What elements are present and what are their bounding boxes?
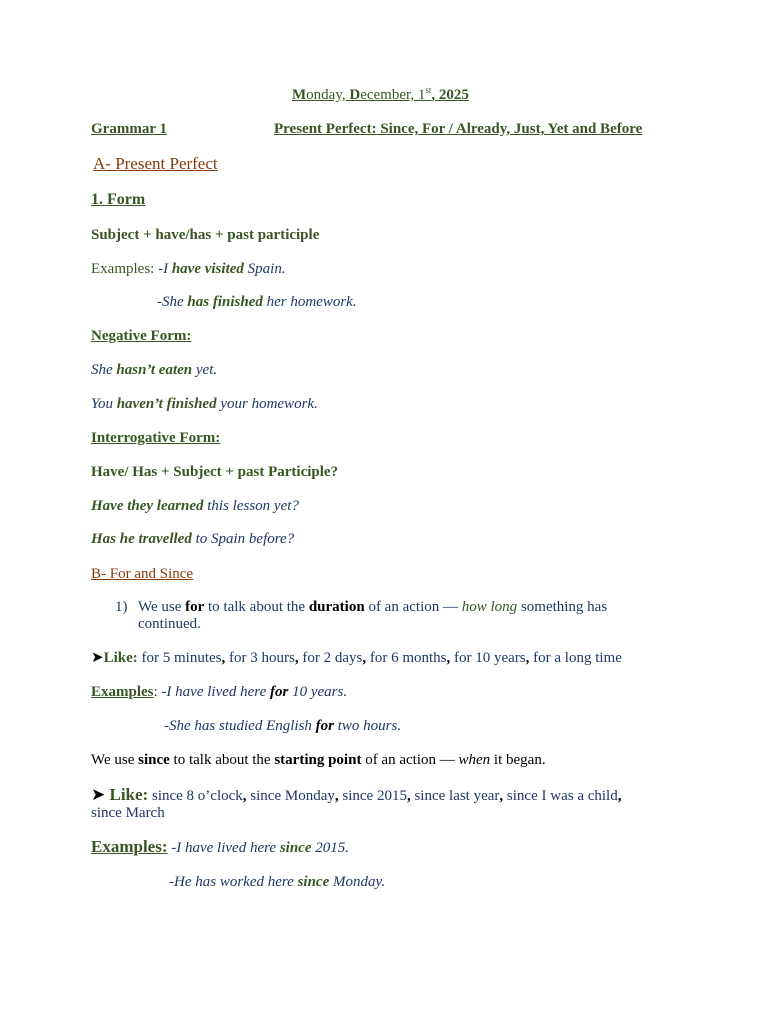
neg1-post: yet. bbox=[192, 362, 218, 378]
since-ex2-pre: -He has worked here bbox=[169, 874, 298, 890]
since-p4: it began. bbox=[490, 752, 546, 768]
for-like-line bbox=[91, 649, 622, 667]
for-explanation-line-1 bbox=[138, 598, 607, 616]
for-like-label: Like: bbox=[103, 650, 138, 666]
since-p1: We use bbox=[91, 752, 139, 768]
for-examples-line-2 bbox=[164, 717, 401, 735]
ex2-pre: -She bbox=[157, 294, 188, 310]
since-like-item-0: since 8 o’clock bbox=[148, 788, 243, 804]
for-ex1-post: 10 years. bbox=[288, 684, 348, 700]
arrow-icon: ➤ bbox=[91, 650, 104, 666]
int1-bold: Have they learned bbox=[91, 498, 204, 514]
negative-title: Negative Form: bbox=[91, 328, 192, 344]
since-examples-line-2 bbox=[169, 873, 385, 891]
for-p4: something has bbox=[517, 599, 608, 615]
since-like-item-2: since 2015 bbox=[338, 788, 407, 804]
examples-1-line bbox=[91, 260, 286, 278]
for-k1: for bbox=[185, 599, 205, 615]
form-title: 1. Form bbox=[91, 191, 146, 208]
interrogative-ex-1 bbox=[91, 497, 299, 515]
for-like-sep: , bbox=[446, 650, 451, 666]
for-p3: of an action — bbox=[364, 599, 462, 615]
for-like-item-1: for 3 hours bbox=[225, 650, 295, 666]
date-rest1: onday, bbox=[306, 87, 350, 103]
interrogative-ex-2 bbox=[91, 530, 294, 548]
for-examples-label: Examples bbox=[91, 684, 154, 700]
for-k2: duration bbox=[308, 599, 365, 615]
since-like-sep: , bbox=[334, 788, 339, 804]
ex2-bold: has finished bbox=[187, 294, 263, 310]
for-explanation-line-2: continued. bbox=[138, 616, 201, 632]
ex1-bold: have visited bbox=[171, 261, 244, 277]
examples-1-line-2 bbox=[157, 293, 357, 311]
since-ex2-post: Monday. bbox=[329, 874, 386, 890]
for-ex1-pre: -I have lived here bbox=[161, 684, 270, 700]
since-examples-label: Examples: bbox=[91, 837, 168, 856]
section-b-title: B- For and Since bbox=[91, 566, 194, 582]
for-like-item-0: for 5 minutes bbox=[137, 650, 222, 666]
negative-ex-2 bbox=[91, 395, 318, 413]
section-a-title: A- Present Perfect bbox=[93, 154, 218, 173]
since-explanation bbox=[91, 751, 546, 769]
since-k3: when bbox=[458, 752, 491, 768]
for-like-item-5: for a long time bbox=[529, 650, 622, 666]
since-p2: to talk about the bbox=[169, 752, 275, 768]
examples-1-label: Examples: bbox=[91, 261, 159, 277]
neg2-bold: haven’t finished bbox=[116, 396, 217, 412]
ex1-pre: -I bbox=[158, 261, 172, 277]
since-like-item-3: since last year bbox=[410, 788, 500, 804]
for-like-sep: , bbox=[362, 650, 367, 666]
for-like-sep: , bbox=[294, 650, 299, 666]
for-ex2-bold: for bbox=[315, 718, 334, 734]
int2-bold: Has he travelled bbox=[91, 531, 192, 547]
for-number: 1) bbox=[115, 599, 128, 615]
date-sup: st bbox=[425, 85, 432, 95]
neg1-pre: She bbox=[91, 362, 117, 378]
since-like-line-2: since March bbox=[91, 805, 165, 821]
for-p2: to talk about the bbox=[204, 599, 309, 615]
since-k2: starting point bbox=[274, 752, 362, 768]
for-ex2-pre: -She has studied English bbox=[164, 718, 316, 734]
for-like-item-4: for 10 years bbox=[450, 650, 526, 666]
int2-post: to Spain before? bbox=[191, 531, 295, 547]
int1-post: this lesson yet? bbox=[203, 498, 299, 514]
since-like-sep: , bbox=[242, 788, 247, 804]
header-left: Grammar 1 bbox=[91, 121, 167, 137]
date-d: D bbox=[349, 87, 361, 103]
for-like-sep: , bbox=[525, 650, 530, 666]
since-like-sep: , bbox=[406, 788, 411, 804]
for-like-sep: , bbox=[221, 650, 226, 666]
for-like-item-3: for 6 months bbox=[366, 650, 447, 666]
for-ex1-bold: for bbox=[270, 684, 289, 700]
ex2-post: her homework. bbox=[262, 294, 357, 310]
since-ex1-pre: -I have lived here bbox=[171, 840, 280, 856]
date-m: M bbox=[292, 87, 307, 103]
date-rest2: ecember, 1 bbox=[360, 87, 426, 103]
date-rest3: , 2025 bbox=[431, 87, 469, 103]
arrow-icon: ➤ bbox=[91, 785, 106, 804]
since-examples-line bbox=[91, 838, 349, 857]
header-right: Present Perfect: Since, For / Already, Just, Yet and Before bbox=[274, 121, 643, 137]
since-like-line bbox=[91, 786, 621, 805]
for-k3: how long bbox=[461, 599, 518, 615]
neg1-bold: hasn’t eaten bbox=[116, 362, 193, 378]
neg2-post: your homework. bbox=[216, 396, 318, 412]
since-ex1-post: 2015. bbox=[311, 840, 349, 856]
since-like-item-1: since Monday bbox=[246, 788, 335, 804]
since-like-item-4: since I was a child bbox=[503, 788, 618, 804]
date-line bbox=[292, 86, 469, 104]
negative-ex-1 bbox=[91, 361, 217, 379]
since-ex1-bold: since bbox=[279, 840, 312, 856]
for-like-item-2: for 2 days bbox=[298, 650, 363, 666]
since-like-sep: , bbox=[499, 788, 504, 804]
for-examples-line bbox=[91, 683, 347, 701]
for-p1: We use bbox=[138, 599, 186, 615]
for-ex2-post: two hours. bbox=[334, 718, 402, 734]
neg2-pre: You bbox=[91, 396, 117, 412]
since-like-label: Like: bbox=[105, 785, 149, 804]
interrogative-title: Interrogative Form: bbox=[91, 430, 221, 446]
since-ex2-bold: since bbox=[297, 874, 330, 890]
since-k1: since bbox=[138, 752, 170, 768]
since-like-sep: , bbox=[617, 788, 622, 804]
form-formula: Subject + have/has + past participle bbox=[91, 227, 320, 243]
since-p3: of an action — bbox=[361, 752, 459, 768]
interrogative-formula: Have/ Has + Subject + past Participle? bbox=[91, 464, 339, 480]
for-examples-colon: : bbox=[153, 684, 162, 700]
ex1-post: Spain. bbox=[243, 261, 286, 277]
